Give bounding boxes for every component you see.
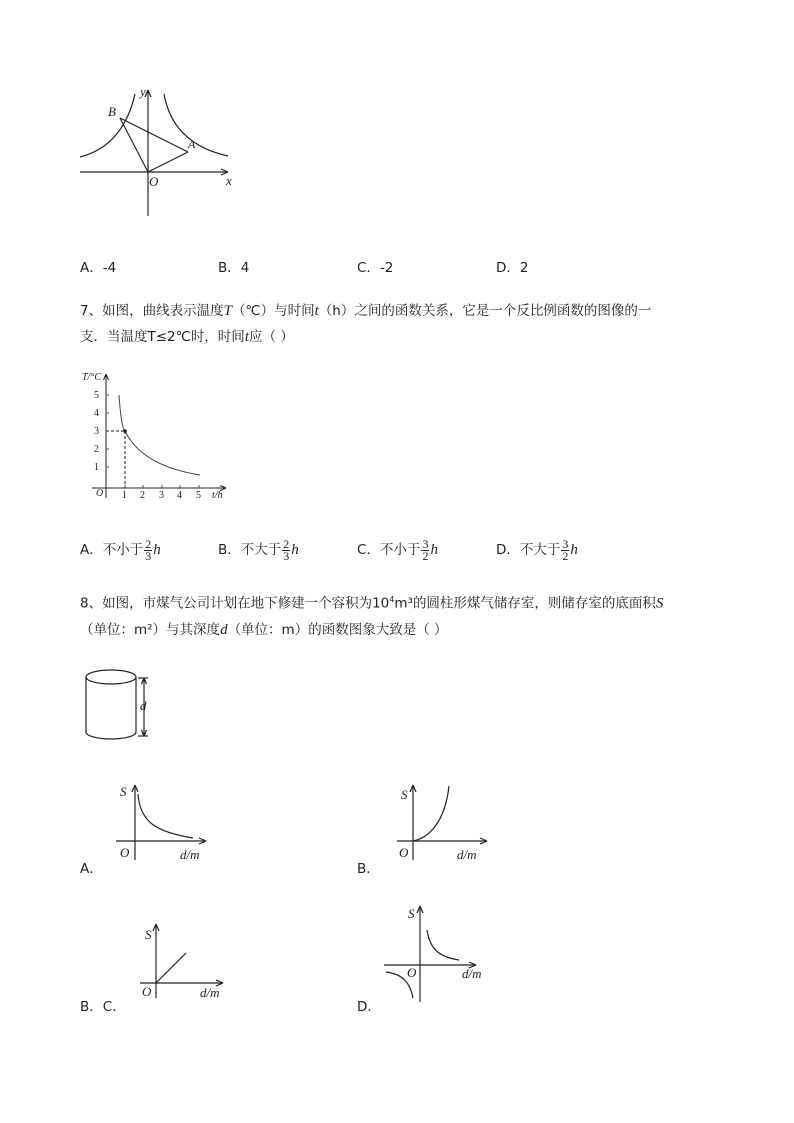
q7-origin: O [96,488,104,499]
q8-question [80,587,720,643]
q7-line2 [80,324,720,350]
q7-option-a[interactable] [80,538,161,562]
q8a-curve [138,794,193,838]
q6-option-b[interactable] [218,256,249,276]
q7-xtick-3: 3 [159,490,164,501]
q8-line1 [80,587,720,617]
q7-xtick-2: 2 [140,490,145,501]
fraction-den: 2 [422,548,429,563]
q8-option-d[interactable] [357,995,381,1015]
option-text: 不大于 [240,542,282,558]
q7-var-t-temp: T [223,303,232,319]
q8c-x: d/m [200,985,220,1000]
option-label: D． [357,999,381,1015]
option-label: B． [218,260,241,276]
q8a-s: S [120,784,127,799]
q7-var-t-time: t [314,303,319,319]
q7-line1 [80,298,720,324]
q7-option-b[interactable] [218,538,299,562]
fraction-den: 2 [562,548,569,563]
q6-segment-oa [148,152,188,172]
q7-option-d[interactable] [496,538,578,562]
cylinder-bottom [86,732,136,739]
q8-volume-unit: m³ [394,595,413,612]
q7-xtick-1: 1 [122,490,127,501]
option-label: B． [357,861,380,877]
q6-option-a[interactable] [80,256,116,276]
option-label: C． [357,260,380,276]
q8c-s: S [145,927,152,942]
q7-ytick-4: 4 [94,408,99,419]
q8b-s: S [401,787,408,802]
option-label: D． [496,542,520,558]
q6-label-y: y [140,84,146,99]
q7-y-label: T/°C [82,372,102,383]
option-fraction [282,536,290,563]
q7-xtick-5: 5 [196,490,201,501]
option-label: B． [218,542,241,558]
q8-option-a[interactable] [80,857,103,877]
q6-label-b: B [108,104,116,119]
q8d-o: O [407,965,417,980]
q7-text: 时，时间 [190,329,245,345]
option-text: 不大于 [519,542,561,558]
q8-option-b[interactable] [357,857,380,877]
q8a-o: O [120,845,130,860]
q6-curve-right [164,94,228,156]
option-text: 不小于 [379,542,421,558]
q8-volume-base: 10 [372,595,390,612]
q7-x-label: t/h [212,490,223,501]
fraction-num: 3 [562,536,569,551]
q6-label-a: A [188,137,196,151]
option-value: 4 [240,260,250,276]
fraction-num: 3 [422,536,429,551]
q7-text: 应（ ） [248,329,294,345]
option-unit: h [430,542,438,558]
q8-graph-c [140,918,240,1000]
option-label: A． [80,861,103,877]
q8c-o: O [142,984,152,999]
q6-option-d[interactable] [496,256,529,276]
option-fraction [561,536,569,563]
q7-question [80,298,720,350]
fraction-den: 3 [145,548,152,563]
q8-text: （单位：m）的函数图象大致是（ ） [227,621,448,638]
q6-option-c[interactable] [357,256,393,276]
option-label: D． [496,260,520,276]
q7-figure [78,370,238,505]
q8-text: 8、如图，市煤气公司计划在地下修建一个容积为 [80,595,373,612]
q8d-x: d/m [462,966,482,981]
fraction-num: 2 [283,536,290,551]
option-value: 2 [519,260,529,276]
q7-curve [119,395,200,475]
q8-graph-a [116,782,226,864]
q8-line2 [80,617,720,643]
option-label: C． [357,542,380,558]
q8c-line [156,953,186,983]
q8-graph-b [397,782,507,864]
q7-ytick-2: 2 [94,444,99,455]
q8b-x: d/m [457,847,477,862]
q7-ytick-3: 3 [94,426,99,437]
q7-option-c[interactable] [357,538,438,562]
option-text: 不小于 [102,542,144,558]
q6-label-x: x [226,173,232,188]
q7-text: 支．当温度 [80,329,148,345]
option-label: A． [80,260,103,276]
option-fraction [421,536,429,563]
q8b-o: O [399,845,409,860]
q7-point [123,429,127,433]
cylinder-label-d: d [140,698,147,713]
fraction-den: 3 [283,548,290,563]
q6-figure [78,84,238,219]
q7-text: 7、如图，曲线表示温度 [80,303,224,319]
q8-cylinder-figure [78,664,168,744]
q8b-curve [413,786,449,841]
option-label: A． [80,542,103,558]
q6-segment-ab [120,118,188,152]
q7-xtick-4: 4 [177,490,182,501]
q7-var-t-time: t [244,329,249,345]
cylinder-top [86,670,136,684]
option-label: B．C． [80,999,126,1015]
q8-text: 的圆柱形煤气储存室，则储存室的底面积 [412,595,656,612]
q8d-curve-right [427,930,459,960]
q8-option-c[interactable] [80,995,126,1015]
q6-label-o: O [149,174,159,189]
q7-text: （h）之间的函数关系，它是一个反比例函数的图像的一 [318,303,652,319]
fraction-num: 2 [145,536,152,551]
option-value: -4 [102,260,117,276]
option-unit: h [153,542,161,558]
q8a-x: d/m [180,847,200,862]
q7-text: （℃）与时间 [231,303,315,319]
q8d-s: S [408,906,415,921]
q7-condition: T≤2℃ [147,329,191,345]
q7-ytick-1: 1 [94,462,99,473]
q8-volume-exp: 4 [389,595,395,604]
option-value: -2 [379,260,394,276]
q7-ytick-5: 5 [94,390,99,401]
q8-var-d: d [220,621,228,638]
q8-text: （单位：m²）与其深度 [80,621,221,638]
option-unit: h [570,542,578,558]
q6-segment-ob [120,118,148,172]
q8-graph-d [380,902,490,1004]
option-fraction [144,536,152,563]
option-unit: h [291,542,299,558]
q8-var-s: S [655,595,664,612]
